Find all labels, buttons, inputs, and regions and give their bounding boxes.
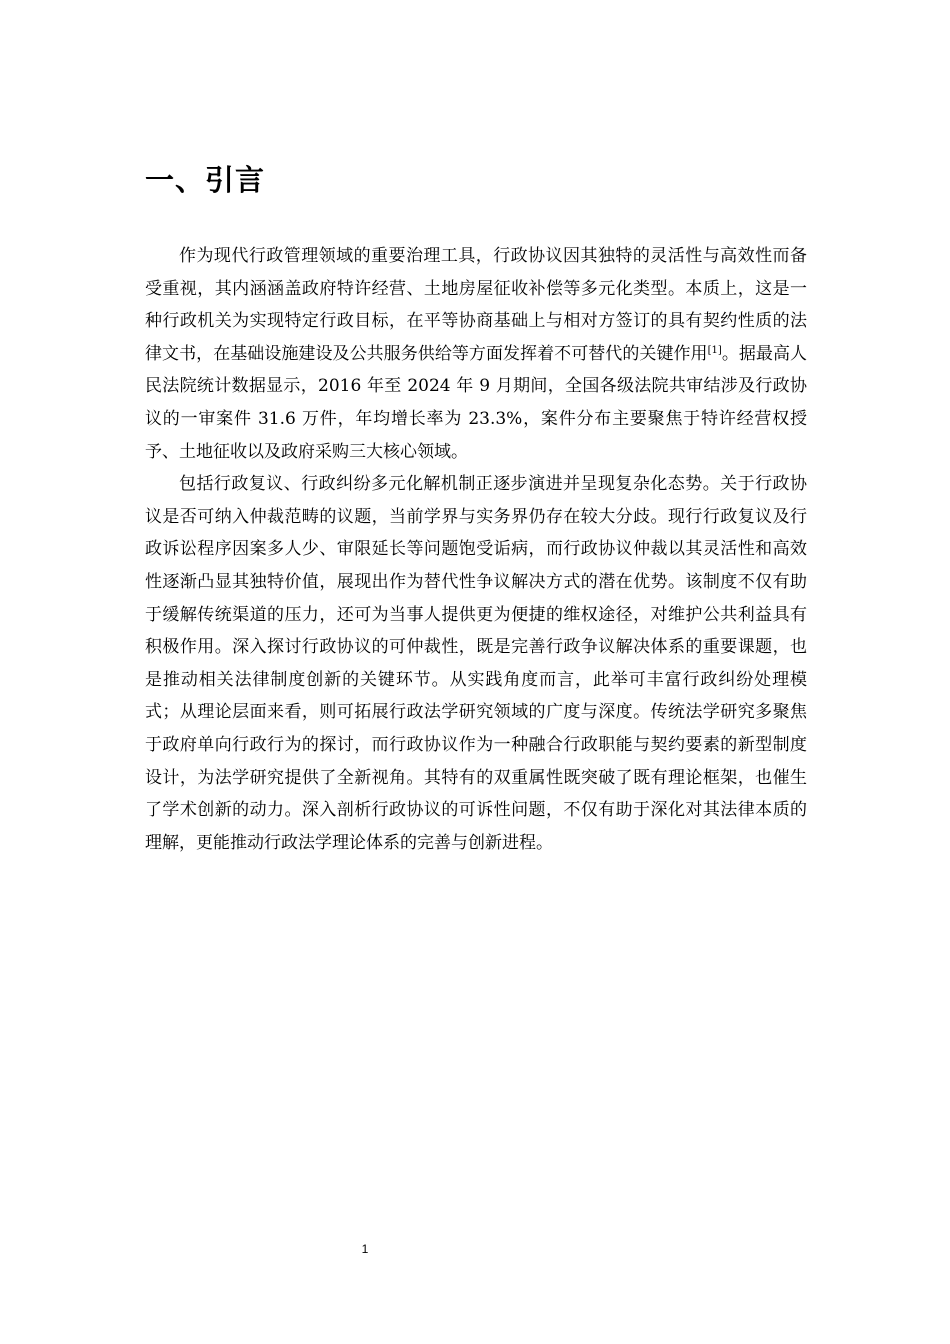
citation-marker: [1]	[707, 344, 722, 356]
page-number: 1	[361, 1242, 369, 1256]
paragraph-1-text-before: 作为现代行政管理领域的重要治理工具，行政协议因其独特的灵活性与高效性而备受重视，其内涵涵盖政府特许经营、土地房屋征收补偿等多元化类型。本质上，这是一种行政机关为实现特定行政目标，在平等协商基础上与相对方签订的具有契约性质的法律文书，在基础设施建设及公共服务供给等方面发挥着不可替代的关键作用	[145, 246, 807, 364]
body-text	[145, 240, 807, 859]
paragraph-2: 包括行政复议、行政纠纷多元化解机制正逐步演进并呈现复杂化态势。关于行政协议是否可纳入仲裁范畴的议题，当前学界与实务界仍存在较大分歧。现行行政复议及行政诉讼程序因案多人少、审限延长等问题饱受诟病，而行政协议仲裁以其灵活性和高效性逐渐凸显其独特价值，展现出作为替代性争议解决方式的潜在优势。该制度不仅有助于缓解传统渠道的压力，还可为当事人提供更为便捷的维权途径，对维护公共利益具有积极作用。深入探讨行政协议的可仲裁性，既是完善行政争议解决体系的重要课题，也是推动相关法律制度创新的关键环节。从实践角度而言，此举可丰富行政纠纷处理模式；从理论层面来看，则可拓展行政法学研究领域的广度与深度。传统法学研究多聚焦于政府单向行政行为的探讨，而行政协议作为一种融合行政职能与契约要素的新型制度设计，为法学研究提供了全新视角。其特有的双重属性既突破了既有理论框架，也催生了学术创新的动力。深入剖析行政协议的可诉性问题，不仅有助于深化对其法律本质的理解，更能推动行政法学理论体系的完善与创新进程。	[145, 474, 807, 853]
paragraph-1	[145, 240, 807, 468]
section-heading: 一、引言	[145, 163, 266, 197]
paragraph-1-text-after: 。据最高人民法院统计数据显示，2016 年至 2024 年 9 月期间，全国各级法院共审结涉及行政协议的一审案件 31.6 万件，年均增长率为 23.3%，案件分布主要聚焦于特许经营权授予、土地征收以及政府采购三大核心领域。	[145, 343, 808, 462]
